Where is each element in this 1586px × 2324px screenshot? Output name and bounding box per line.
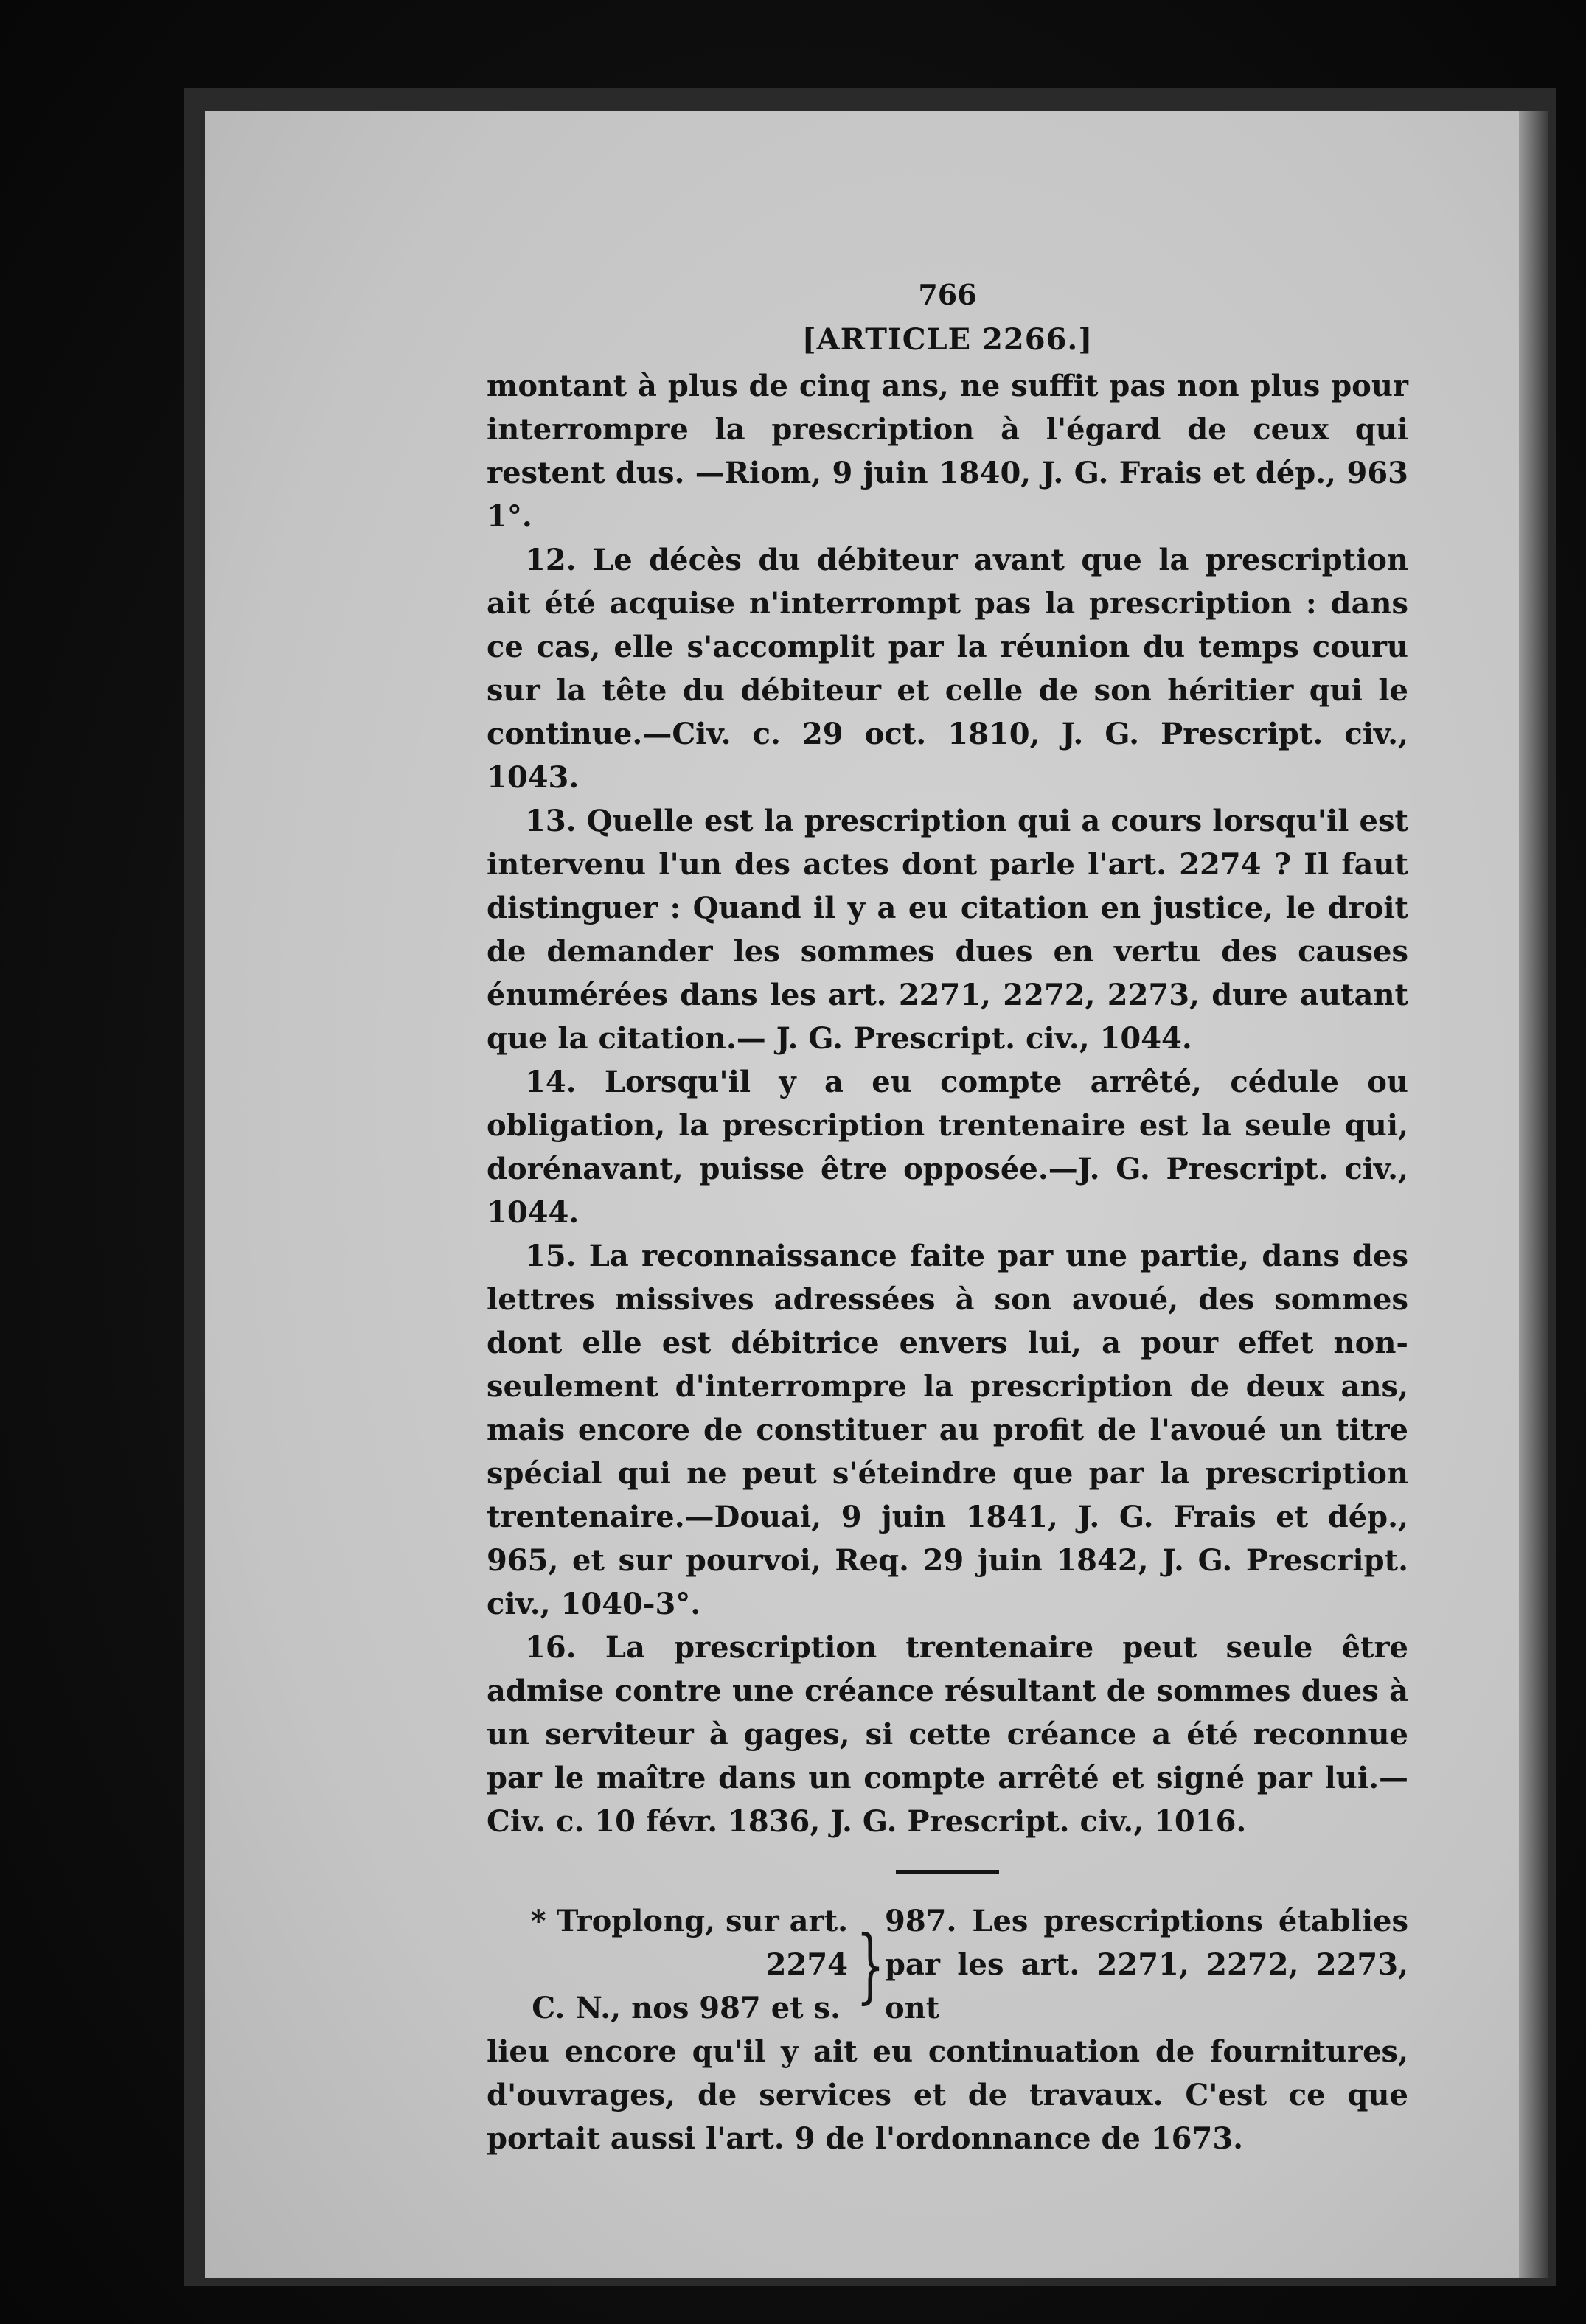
page-edge (1519, 111, 1548, 2278)
note-header (487, 1899, 1408, 2030)
paragraph-16: 16. La prescription trentenaire peut seule être admise contre une créance résultant de sommes dues à un serviteur à gages, si cette créance a été reconnue par le maître dans un compte arrêté et signé par lui.—Civ. c. 10 févr. 1836, J. G. Prescript. civ., 1016. (487, 1630, 1408, 1839)
note-ref-line2: C. N., nos 987 et s. (532, 1991, 841, 2025)
section-divider (896, 1870, 999, 1874)
brace-symbol: } (856, 1917, 885, 2012)
paragraph-15: 15. La reconnaissance faite par une partie, dans des lettres missives adressées à son avoué, des sommes dont elle est débitrice envers lui, a pour effet non-seulement d'interrompre la prescription de deux ans, mais encore de constituer au profit de l'avoué un titre spécial qui ne peut s'éteindre que par la prescription trentenaire.—Douai, 9 juin 1841, J. G. Frais et dép., 965, et sur pourvoi, Req. 29 juin 1842, J. G. Prescript. civ., 1040-3°. (487, 1239, 1408, 1621)
note-ref-line1: * Troplong, sur art. 2274 (530, 1904, 848, 1982)
note-text-start: 987. Les prescriptions établies par les art. 2271, 2272, 2273, ont (885, 1904, 1408, 2025)
paragraph-12: 12. Le décès du débiteur avant que la prescription ait été acquise n'interrompt pas la prescription : dans ce cas, elle s'accomplit par la réunion du temps couru sur la tête du débiteur et celle de son héritier qui le continue.—Civ. c. 29 oct. 1810, J. G. Prescript. civ., 1043. (487, 543, 1408, 795)
page-number: 766 (918, 278, 977, 311)
paragraph-13: 13. Quelle est la prescription qui a cours lorsqu'il est intervenu l'un des actes dont parle l'art. 2274 ? Il faut distinguer : Quand il y a eu citation en justice, le droit de demander les sommes dues en vertu des causes énumérées dans les art. 2271, 2272, 2273, dure autant que la citation.— J. G. Prescript. civ., 1044. (487, 804, 1408, 1056)
note-reference (487, 1899, 848, 2030)
article-heading: [ARTICLE 2266.] (801, 322, 1093, 357)
paragraph-continued: montant à plus de cinq ans, ne suffit pas non plus pour interrompre la prescription à l'égard de ceux qui restent dus. —Riom, 9 juin 1840, J. G. Frais et dép., 963 1°. (487, 369, 1408, 534)
note-text-rest: lieu encore qu'il y ait eu continuation de fournitures, d'ouvrages, de services et de travaux. C'est ce que portait aussi l'art. 9 de l'ordonnance de 1673. (487, 2034, 1408, 2156)
page-text (487, 273, 1408, 2160)
paragraph-14: 14. Lorsqu'il y a eu compte arrêté, cédule ou obligation, la prescription trentenaire est la seule qui, dorénavant, puisse être opposée.—J. G. Prescript. civ., 1044. (487, 1065, 1408, 1230)
